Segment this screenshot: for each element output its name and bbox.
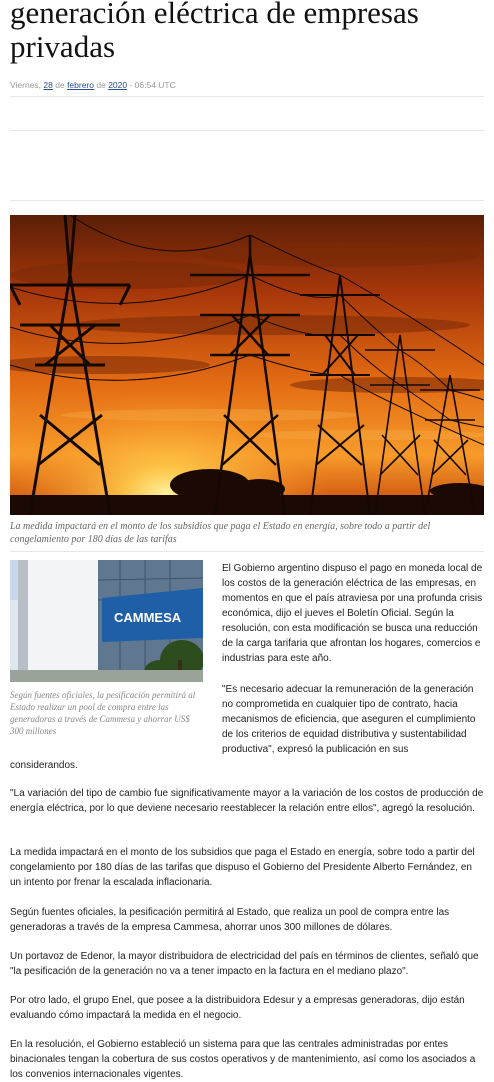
side-image-caption: Según fuentes oficiales, la pesificación permitirá al Estado realizar un pool de compra entre las generadoras a través de Cammesa y ahorrar US$ 300 millones	[10, 690, 196, 736]
cammesa-building-photo	[10, 560, 203, 682]
date-year-link[interactable]: 2020	[108, 80, 128, 90]
hero-image-caption: La medida impactará en el monto de los subsidios que paga el Estado en energía, sobre todo a partir del congelamiento por 180 días de las tarifas	[10, 521, 431, 545]
divider	[10, 200, 484, 201]
cammesa-sign-text: CAMMESA	[114, 610, 182, 625]
article-paragraph: Por otro lado, el grupo Enel, que posee a la distribuidora Edesur y a empresas generadoras, dijo están evaluando cómo impactará la medida en el negocio.	[10, 995, 465, 1021]
date-separator: de	[52, 80, 68, 90]
article-title: generación eléctrica de empresas privadas	[10, 0, 419, 64]
date-time: - 06:54 UTC	[127, 80, 176, 90]
divider	[10, 96, 484, 97]
article-dateline	[10, 80, 176, 90]
article-paragraph: "Es necesario adecuar la remuneración de la generación no comprometida en cualquier tipo de contrato, hacia mecanismos de eficiencia, que aseguren el cumplimiento de los criterios de equidad distributiva y sustentabilidad productiva", expresó la publicación en sus	[222, 684, 476, 755]
article-paragraph: Un portavoz de Edenor, la mayor distribuidora de electricidad del país en términos de clientes, señaló que "la pesificación de la generación no va a tener impacto en la factura en el mediano plazo".	[10, 951, 479, 977]
date-weekday: Viernes,	[10, 80, 42, 90]
article-paragraph: "La variación del tipo de cambio fue significativamente mayor a la variación de los costos de producción de energía eléctrica, por lo que deviene necesario reestablecer la relación entre ellos", agregó la resolución.	[10, 788, 484, 814]
divider	[10, 551, 484, 552]
article-paragraph: La medida impactará en el monto de los subsidios que paga el Estado en energía, sobre todo a partir del congelamiento por 180 días de las tarifas que dispuso el Gobierno del Presidente Alberto Fernández, en un intento por frenar la escalada inflacionaria.	[10, 847, 475, 888]
date-month-link[interactable]: febrero	[67, 80, 94, 90]
article-paragraph: El Gobierno argentino dispuso el pago en moneda local de los costos de la generación eléctrica de las empresas, en momentos en que el país atraviesa por una profunda crisis económica, dijo el jueves el Boletín Oficial. Según la resolución, con esta modificación se busca una reducción de la carga tarifaria que afrontan los hogares, comercios e industrias para este año.	[222, 563, 483, 664]
article-paragraph: En la resolución, el Gobierno estableció un sistema para que las centrales administradas por entes binacionales tengan la cobertura de sus costos operativos y de mantenimiento, así como los asociados a los convenios internacionales vigentes.	[10, 1039, 476, 1080]
hero-image	[10, 215, 484, 515]
date-separator: de	[94, 80, 109, 90]
article-paragraph: Según fuentes oficiales, la pesificación permitirá al Estado, que realiza un pool de compra entre las generadoras a través de la empresa Cammesa, ahorrar unos 300 millones de dólares.	[10, 907, 450, 933]
divider	[10, 130, 484, 131]
article-paragraph: considerandos.	[10, 760, 78, 771]
date-day-link[interactable]: 28	[43, 80, 53, 90]
